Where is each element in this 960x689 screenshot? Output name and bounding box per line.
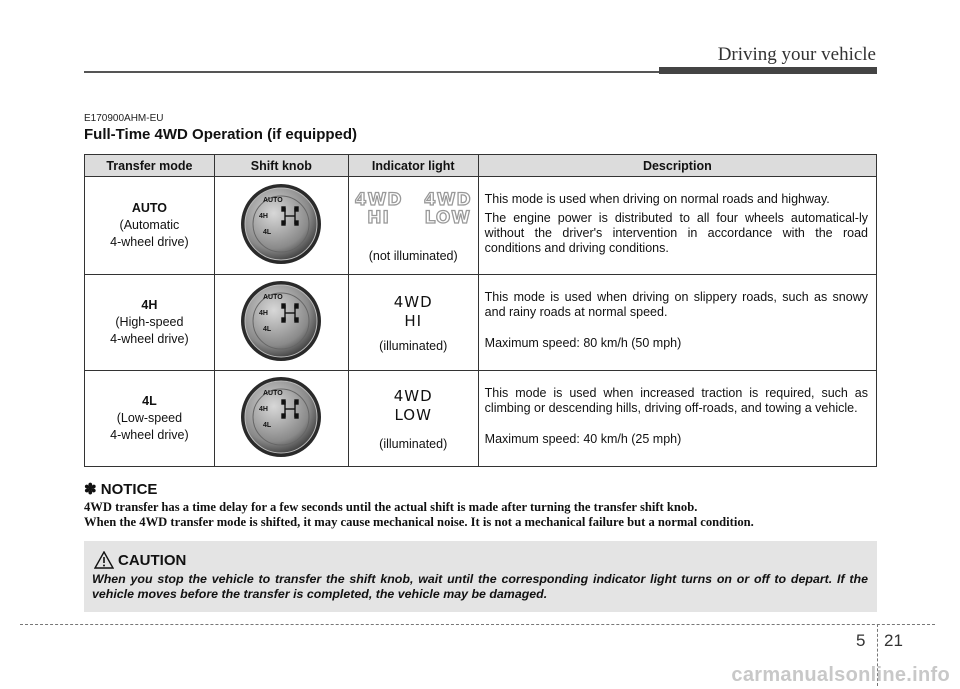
description-cell bbox=[478, 275, 876, 371]
knob-label-4h: 4H bbox=[259, 406, 269, 413]
description-cell bbox=[478, 177, 876, 275]
caution-box bbox=[84, 541, 877, 612]
description-text: This mode is used when driving on normal roads and highway. bbox=[484, 191, 830, 206]
warning-triangle-icon bbox=[94, 551, 114, 569]
shift-knob-cell bbox=[214, 275, 348, 371]
indicator-hi-off: 4WD HI bbox=[354, 189, 403, 228]
knob-label-4h: 4H bbox=[259, 310, 269, 317]
indicator-light-cell bbox=[348, 177, 478, 275]
shift-knob-icon bbox=[239, 182, 323, 266]
transfer-mode-cell bbox=[85, 371, 215, 467]
doc-code: E170900AHM-EU bbox=[84, 113, 164, 124]
knob-label-4l: 4L bbox=[263, 326, 272, 333]
description-text: The engine power is distributed to all four wheels automatical-ly without the driver's intervention in accordance with the road conditions and driving conditions. bbox=[484, 210, 868, 255]
caution-title: CAUTION bbox=[118, 552, 187, 569]
description-text: This mode is used when increased traction is required, such as climbing or descending hills, driving off-roads, and towing a vehicle. bbox=[484, 386, 868, 415]
header-section-title: Driving your vehicle bbox=[717, 44, 876, 65]
indicator-low-off: 4WD LOW bbox=[423, 189, 472, 228]
notice-title: ✽ NOTICE bbox=[84, 481, 158, 498]
mode-sub: (High-speed bbox=[115, 315, 184, 329]
indicator-note: (illuminated) bbox=[379, 436, 448, 451]
notice-line: 4WD transfer has a time delay for a few seconds until the actual shift is made after turning the transfer shift knob. bbox=[84, 500, 698, 514]
header-bar bbox=[659, 67, 877, 74]
indicator-lights-off bbox=[349, 191, 478, 227]
knob-label-4l: 4L bbox=[263, 229, 272, 236]
knob-label-4h: 4H bbox=[259, 213, 269, 220]
table-row bbox=[85, 177, 877, 275]
watermark: carmanualsonline.info bbox=[731, 664, 950, 686]
description-text: Maximum speed: 40 km/h (25 mph) bbox=[484, 432, 682, 446]
notice-body bbox=[84, 500, 884, 530]
knob-label-4l: 4L bbox=[263, 422, 272, 429]
table-header-row bbox=[85, 155, 877, 177]
table-row bbox=[85, 275, 877, 371]
column-header: Description bbox=[478, 155, 876, 177]
column-header: Indicator light bbox=[348, 155, 478, 177]
knob-label-auto: AUTO bbox=[263, 390, 283, 397]
section-title: Full-Time 4WD Operation (if equipped) bbox=[84, 126, 358, 143]
knob-label-auto: AUTO bbox=[263, 197, 283, 204]
transfer-mode-cell bbox=[85, 275, 215, 371]
shift-knob-icon bbox=[239, 375, 323, 459]
mode-sub: (Low-speed bbox=[116, 411, 183, 425]
caution-text: When you stop the vehicle to transfer the shift knob, wait until the corresponding indicator light turns on or off to depart. If the vehicle moves before the transfer is completed, the vehicle may be damaged. bbox=[92, 572, 868, 601]
shift-knob-icon bbox=[239, 279, 323, 363]
indicator-hi-on: 4WD HI bbox=[393, 292, 433, 330]
indicator-light-cell bbox=[348, 275, 478, 371]
notice-line: When the 4WD transfer mode is shifted, it may cause mechanical noise. It is not a mechanical failure but a normal condition. bbox=[84, 515, 754, 529]
transfer-mode-cell bbox=[85, 177, 215, 275]
mode-sub: (Automatic bbox=[119, 218, 180, 232]
indicator-light-cell bbox=[348, 371, 478, 467]
column-header: Shift knob bbox=[214, 155, 348, 177]
description-text: Maximum speed: 80 km/h (50 mph) bbox=[484, 336, 682, 350]
description-text: This mode is used when driving on slippery roads, such as snowy and rainy roads at normal speed. bbox=[484, 290, 868, 319]
header-rule bbox=[84, 71, 659, 73]
description-cell bbox=[478, 371, 876, 467]
shift-knob-cell bbox=[214, 177, 348, 275]
mode-sub: 4-wheel drive) bbox=[110, 332, 189, 346]
mode-sub: 4-wheel drive) bbox=[110, 235, 189, 249]
knob-label-auto: AUTO bbox=[263, 294, 283, 301]
transfer-mode-table bbox=[84, 154, 877, 467]
table-row bbox=[85, 371, 877, 467]
page-number: 21 bbox=[884, 631, 903, 650]
mode-name: 4H bbox=[141, 298, 158, 312]
shift-knob-cell bbox=[214, 371, 348, 467]
mode-sub: 4-wheel drive) bbox=[110, 428, 189, 442]
footer-rule bbox=[20, 624, 935, 625]
indicator-note: (illuminated) bbox=[379, 338, 448, 353]
mode-name: 4L bbox=[142, 394, 157, 408]
indicator-note: (not illuminated) bbox=[368, 248, 458, 263]
indicator-low-on: 4WD LOW bbox=[393, 386, 433, 424]
chapter-number: 5 bbox=[856, 631, 866, 650]
column-header: Transfer mode bbox=[85, 155, 215, 177]
mode-name: AUTO bbox=[131, 201, 168, 215]
